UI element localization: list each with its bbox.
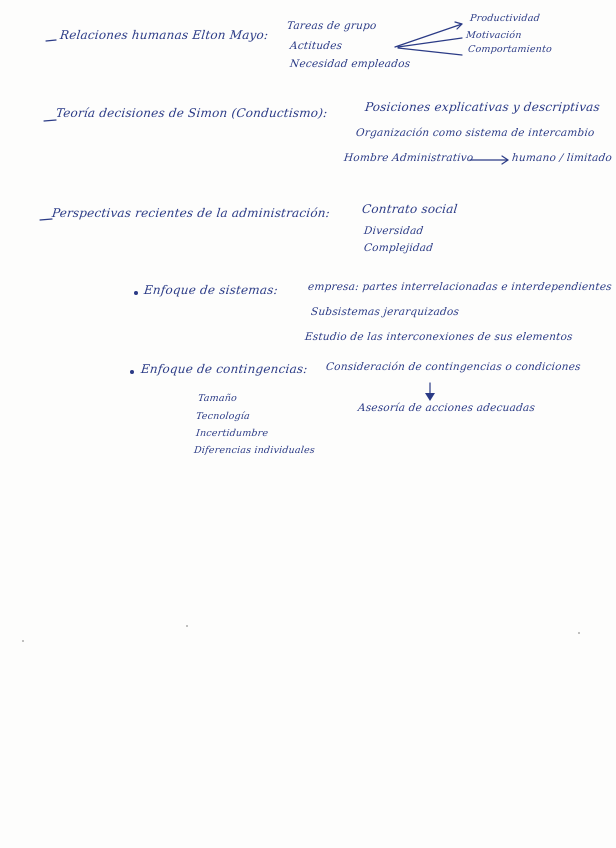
teoria-line: Organización como sistema de intercambio bbox=[355, 127, 596, 139]
contingencias-list-item: Incertidumbre bbox=[195, 428, 269, 439]
relaciones-item: Tareas de grupo bbox=[286, 20, 378, 32]
perspectivas-item: Complejidad bbox=[363, 242, 434, 254]
arrow-line bbox=[395, 24, 462, 47]
teoria-title: Teoría decisiones de Simon (Conductismo): bbox=[55, 106, 329, 120]
dash-mark bbox=[40, 219, 52, 220]
relaciones-result: Productividad bbox=[469, 13, 541, 24]
contingencias-line: Consideración de contingencias o condiciones bbox=[325, 361, 582, 373]
relaciones-item: Actitudes bbox=[289, 40, 343, 52]
teoria-line: Posiciones explicativas y descriptivas bbox=[364, 100, 601, 114]
contingencias-list-item: Diferencias individuales bbox=[193, 445, 316, 456]
teoria-line: humano / limitado bbox=[511, 152, 613, 164]
perspectivas-title: Perspectivas recientes de la administración: bbox=[51, 206, 331, 220]
contingencias-result: Asesoría de acciones adecuadas bbox=[357, 402, 536, 414]
sistemas-line: Estudio de las interconexiones de sus elementos bbox=[304, 331, 574, 343]
sistemas-title: Enfoque de sistemas: bbox=[143, 283, 279, 297]
contingencias-list-item: Tecnología bbox=[195, 411, 251, 422]
relaciones-result: Comportamiento bbox=[467, 44, 553, 55]
contingencias-title: Enfoque de contingencias: bbox=[140, 362, 309, 376]
down-arrow-icon bbox=[425, 393, 435, 401]
dash-mark bbox=[44, 120, 56, 121]
relaciones-title: Relaciones humanas Elton Mayo: bbox=[59, 28, 269, 42]
sistemas-line: empresa: partes interrelacionadas e interdependientes bbox=[307, 281, 613, 293]
relaciones-item: Necesidad empleados bbox=[289, 58, 411, 70]
contingencias-list-item: Tamaño bbox=[197, 393, 238, 404]
teoria-line: Hombre Administrativo bbox=[343, 152, 475, 164]
relaciones-result: Motivación bbox=[465, 30, 523, 41]
sistemas-line: Subsistemas jerarquizados bbox=[310, 306, 460, 318]
perspectivas-item: Contrato social bbox=[361, 202, 459, 216]
dash-mark bbox=[46, 40, 56, 41]
arrow-line bbox=[398, 48, 462, 55]
perspectivas-item: Diversidad bbox=[363, 225, 425, 237]
